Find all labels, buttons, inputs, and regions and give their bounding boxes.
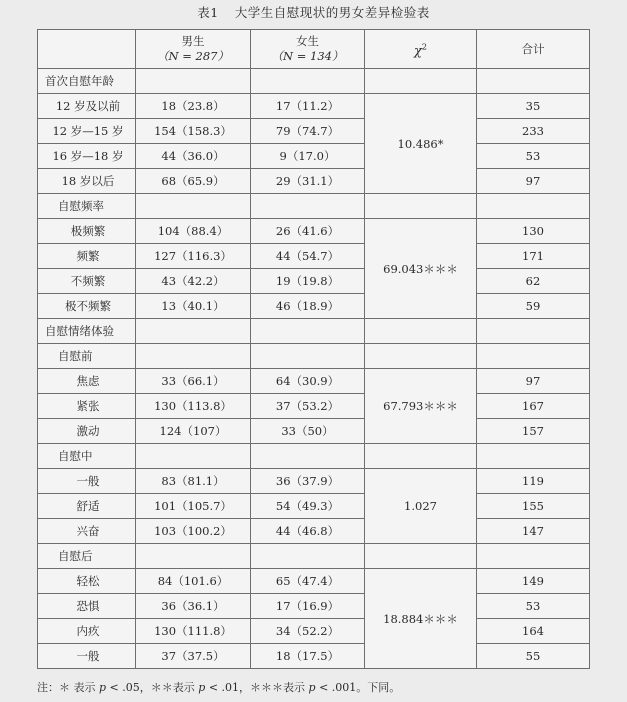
- subsection-title: 自慰后: [38, 544, 136, 569]
- table-row: 激动 124（107） 33（50） 157: [38, 419, 590, 444]
- subsection-title: 自慰中: [38, 444, 136, 469]
- table-caption: [0, 2, 627, 24]
- chi-value-after: 18.884＊＊＊: [365, 569, 477, 669]
- header-blank: [38, 30, 136, 69]
- chi-value-before: 67.793＊＊＊: [365, 369, 477, 444]
- header-female: 女生 （N = 134）: [251, 30, 365, 69]
- subsection-row-during: [38, 444, 590, 469]
- table-row: 内疚 130（111.8） 34（52.2） 164: [38, 619, 590, 644]
- chi-value-age: 10.486*: [365, 94, 477, 194]
- table-row: 轻松 84（101.6） 65（47.4） 18.884＊＊＊ 149: [38, 569, 590, 594]
- table-row: 极不频繁 13（40.1） 46（18.9） 59: [38, 294, 590, 319]
- table-row: 12 岁—15 岁 154（158.3） 79（74.7） 233: [38, 119, 590, 144]
- chi-value-frequency: 69.043＊＊＊: [365, 219, 477, 319]
- section-row-emotion: [38, 319, 590, 344]
- caption-text: 大学生自慰现状的男女差异检验表: [234, 5, 430, 20]
- table-row: 频繁 127（116.3） 44（54.7） 171: [38, 244, 590, 269]
- gender-difference-table: [37, 29, 590, 669]
- subsection-title: 自慰前: [38, 344, 136, 369]
- table-row: 恐惧 36（36.1） 17（16.9） 53: [38, 594, 590, 619]
- section-row-age: [38, 69, 590, 94]
- section-title: 自慰频率: [38, 194, 136, 219]
- header-total: 合计: [477, 30, 590, 69]
- table-row: 16 岁—18 岁 44（36.0） 9（17.0） 53: [38, 144, 590, 169]
- header-row: [38, 30, 590, 69]
- table-row: 一般 37（37.5） 18（17.5） 55: [38, 644, 590, 669]
- header-male: 男生 （N = 287）: [136, 30, 251, 69]
- table-row: 不频繁 43（42.2） 19（19.8） 62: [38, 269, 590, 294]
- table-row: 18 岁以后 68（65.9） 29（31.1） 97: [38, 169, 590, 194]
- section-title: 首次自慰年龄: [38, 69, 136, 94]
- table-footnote: 注：＊ 表示 p < .05，＊＊表示 p < .01，＊＊＊表示 p < .001。下同。: [37, 681, 401, 694]
- section-title: 自慰情绪体验: [38, 319, 136, 344]
- table-row: 紧张 130（113.8） 37（53.2） 167: [38, 394, 590, 419]
- table-row: 12 岁及以前 18（23.8） 17（11.2） 10.486* 35: [38, 94, 590, 119]
- chi-value-during: 1.027: [365, 469, 477, 544]
- header-chi-square: $\chi^2$: [365, 30, 477, 69]
- section-row-frequency: [38, 194, 590, 219]
- table-row: 极频繁 104（88.4） 26（41.6） 69.043＊＊＊ 130: [38, 219, 590, 244]
- table-row: 焦虑 33（66.1） 64（30.9） 67.793＊＊＊ 97: [38, 369, 590, 394]
- subsection-row-after: [38, 544, 590, 569]
- table-row: 一般 83（81.1） 36（37.9） 1.027 119: [38, 469, 590, 494]
- table-row: 舒适 101（105.7） 54（49.3） 155: [38, 494, 590, 519]
- caption-label: 表1: [197, 5, 219, 20]
- table-row: 兴奋 103（100.2） 44（46.8） 147: [38, 519, 590, 544]
- subsection-row-before: [38, 344, 590, 369]
